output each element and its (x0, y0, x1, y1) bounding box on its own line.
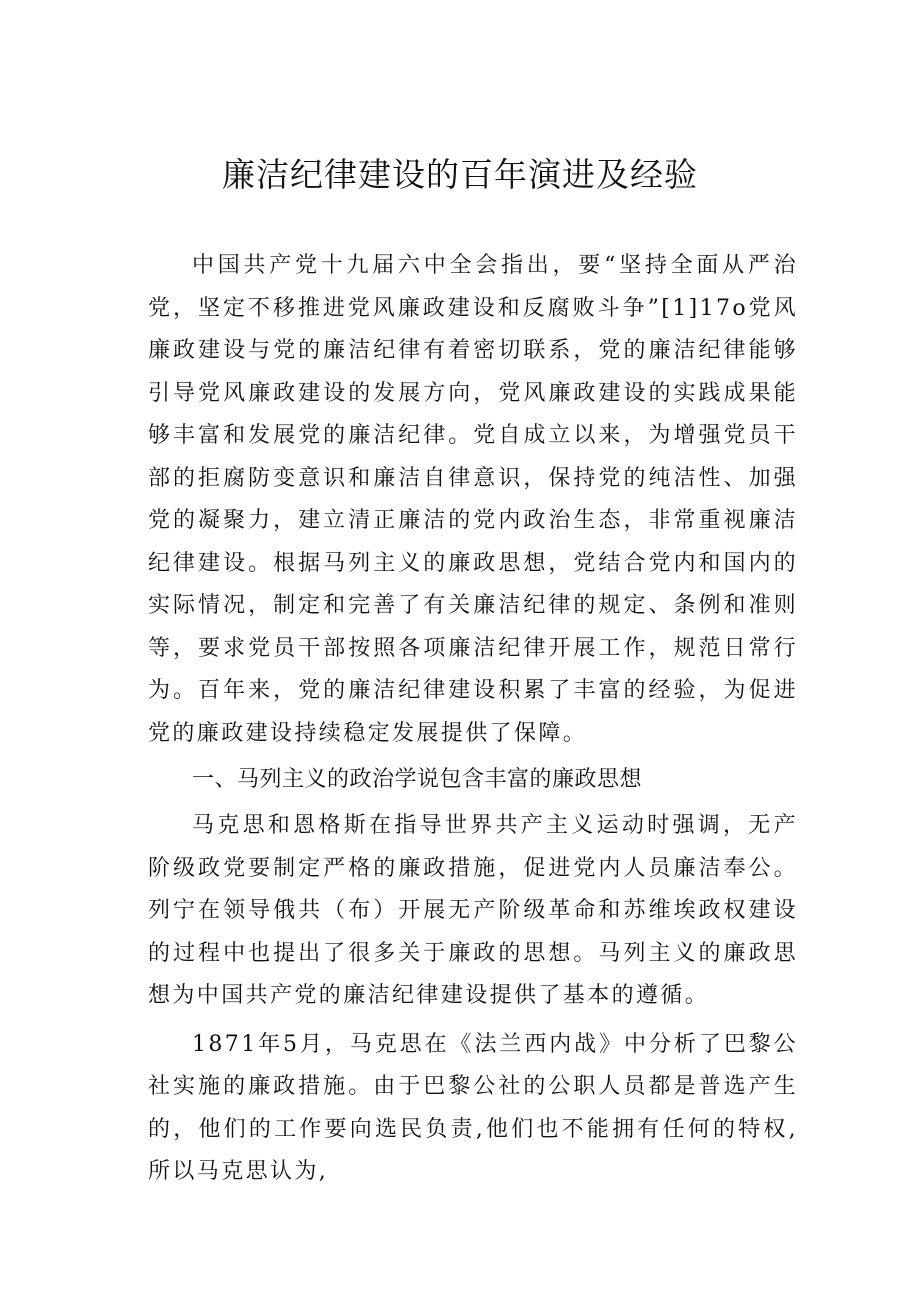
section-paragraph: 1871年5月，马克思在《法兰西内战》中分析了巴黎公社实施的廉政措施。由于巴黎公社的公职人员都是普选产生的，他们的工作要向选民负责,他们也不能拥有任何的特权,所以马克思认为, (148, 1031, 798, 1184)
section-paragraph: 马克思和恩格斯在指导世界共产主义运动时强调，无产阶级政党要制定严格的廉政措施，促进党内人员廉洁奉公。列宁在领导俄共（布）开展无产阶级革命和苏维埃政权建设的过程中也提出了很多关于廉政的思想。马列主义的廉政思想为中国共产党的廉洁纪律建设提供了基本的遵循。 (148, 813, 798, 1008)
document-body (148, 245, 798, 1194)
section-heading: 一、马列主义的政治学说包含丰富的廉政思想 (192, 767, 643, 792)
intro-paragraph: 中国共产党十九届六中全会指出，要“坚持全面从严治党，坚定不移推进党风廉政建设和反腐败斗争”[1]17o党风廉政建设与党的廉洁纪律有着密切联系，党的廉洁纪律能够引导党风廉政建设的发展方向，党风廉政建设的实践成果能够丰富和发展党的廉洁纪律。党自成立以来，为增强党员干部的拒腐防变意识和廉洁自律意识，保持党的纯洁性、加强党的凝聚力，建立清正廉洁的党内政治生态，非常重视廉洁纪律建设。根据马列主义的廉政思想，党结合党内和国内的实际情况，制定和完善了有关廉洁纪律的规定、条例和准则等，要求党员干部按照各项廉洁纪律开展工作，规范日常行为。百年来，党的廉洁纪律建设积累了丰富的经验，为促进党的廉政建设持续稳定发展提供了保障。 (148, 253, 798, 746)
document-title: 廉洁纪律建设的百年演进及经验 (222, 155, 698, 194)
